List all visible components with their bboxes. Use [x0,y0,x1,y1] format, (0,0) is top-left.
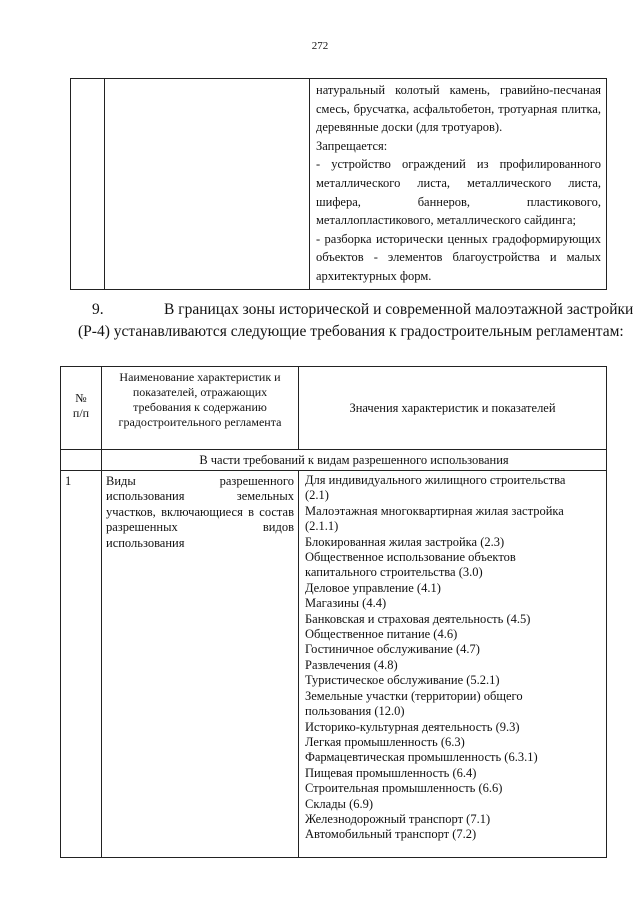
text-line: объектов - элементов благоустройства и малых [316,250,601,265]
permitted-use-item: Общественное питание (4.6) [305,627,458,642]
permitted-use-item: Склады (6.9) [305,796,374,811]
table-section-row [61,450,607,471]
row-values [299,471,607,858]
text-line: - устройство ограждений из профилированного [316,157,601,172]
text-line: шифера, баннеров, пластикового, [316,194,601,209]
section-paragraph-line-1 [78,299,634,321]
header-text: показателей, отражающих [132,385,268,399]
row-name [102,471,299,858]
permitted-use-item: Развлечения (4.8) [305,657,398,672]
row-number: 1 [61,471,102,858]
section-text: В границах зоны исторической и современной малоэтажной застройки [164,301,634,318]
table-row [61,471,607,858]
header-text: градостроительного регламента [118,415,282,429]
row-name-line: использования [106,535,185,550]
permitted-use-item: Общественное использование объектов [305,550,516,565]
text-line: архитектурных форм. [316,268,432,283]
permitted-use-item: Банковская и страховая деятельность (4.5) [305,611,531,626]
header-text: № [75,391,87,405]
row-name-line: разрешенных видов [106,520,294,535]
section-paragraph-line-2: (Р-4) устанавливаются следующие требования к градостроительным регламентам: [78,323,624,340]
permitted-use-item: Автомобильный транспорт (7.2) [305,827,477,842]
header-text: п/п [72,406,90,420]
requirements-table [60,366,607,858]
text-line: натуральный колотый камень, гравийно-песчаная [316,83,601,97]
text-line: Запрещается: [316,138,388,153]
permitted-use-item: капитального строительства (3.0) [305,565,483,580]
continuation-cell-name [105,79,310,290]
continuation-cell-number [71,79,105,290]
permitted-use-item: Гостиничное обслуживание (4.7) [305,642,480,657]
permitted-use-item: Туристическое обслуживание (5.2.1) [305,673,500,688]
text-line: металлического листа, металлического листа, [316,175,601,190]
permitted-use-item: Фармацевтическая промышленность (6.3.1) [305,750,538,765]
page-number: 272 [311,40,329,52]
continuation-cell-values [310,79,607,290]
row-name-line: Виды разрешенного [106,474,294,488]
permitted-use-item: Железнодорожный транспорт (7.1) [305,811,491,826]
permitted-use-item: (2.1) [305,488,329,503]
table-header-row [61,367,607,450]
row-name-line: участков, включающиеся в состав [106,504,294,519]
permitted-use-item: Земельные участки (территории) общего [305,688,523,703]
permitted-use-item: Деловое управление (4.1) [305,580,441,595]
row-name-line: использования земельных [106,489,294,504]
header-number [61,367,102,450]
permitted-use-item: пользования (12.0) [305,704,405,719]
permitted-use-item: Магазины (4.4) [305,596,387,611]
header-text: требования к содержанию [133,400,267,414]
permitted-use-item: (2.1.1) [305,519,339,534]
text-line: смесь, брусчатка, асфальтобетон, тротуарная плитка, [316,101,601,116]
permitted-use-item: Блокированная жилая застройка (2.3) [305,534,505,549]
header-text: Наименование характеристик и [119,370,281,384]
text-line: - разборка исторически ценных градоформирующих [316,231,601,246]
permitted-use-item: Историко-культурная деятельность (9.3) [305,719,520,734]
section-number: 9. [92,301,104,318]
permitted-use-item: Пищевая промышленность (6.4) [305,765,477,780]
section-row-empty-cell [61,450,102,471]
text-line: деревянные доски (для тротуаров). [316,120,503,135]
continuation-table [70,78,607,290]
header-name [102,367,299,450]
section-row-title: В части требований к видам разрешенного использования [102,450,607,471]
permitted-use-item: Легкая промышленность (6.3) [305,734,465,749]
header-values: Значения характеристик и показателей [299,367,607,450]
permitted-use-item: Малоэтажная многоквартирная жилая застройка [305,503,564,518]
text-line: металлопластикового, металлического сайдинга; [316,213,576,228]
permitted-use-item: Для индивидуального жилищного строительства [305,473,566,487]
permitted-use-item: Строительная промышленность (6.6) [305,781,503,796]
